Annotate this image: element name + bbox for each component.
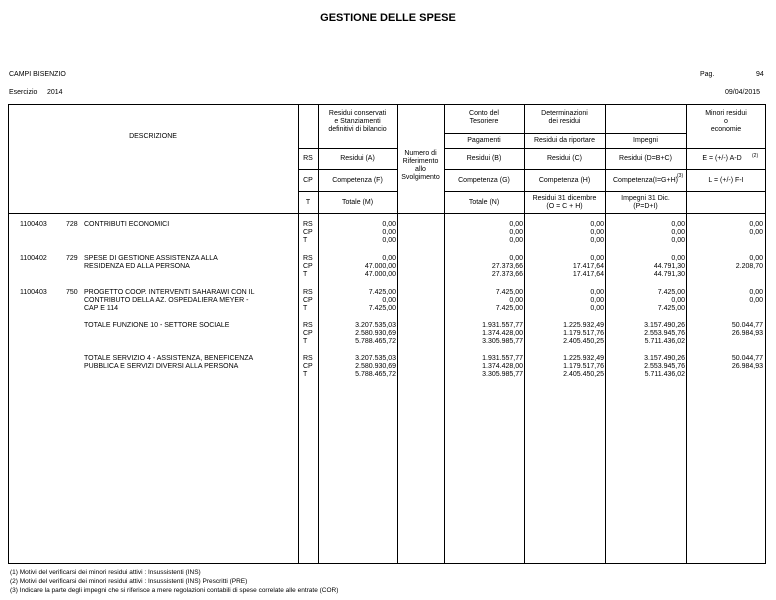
row-divider — [444, 148, 766, 149]
row-values-d: 3.157.490,26 2.553.945,76 5.711.436,02 — [644, 322, 685, 345]
row-code: 1100403 — [20, 221, 47, 228]
row-values-e: 50.044,77 26.984,93 — [731, 355, 763, 370]
row-divider — [298, 191, 398, 192]
report-date: 09/04/2015 — [725, 89, 761, 96]
header-competenza-h: Competenza (H) — [538, 177, 591, 184]
header-minori-residui: Minori residui o economie — [705, 110, 747, 133]
row-description: TOTALE SERVIZIO 4 - ASSISTENZA, BENEFICENZA PUBBLICA E SERVIZI DIVERSI ALLA PERSONA — [84, 355, 254, 370]
header-descrizione: DESCRIZIONE — [129, 133, 177, 140]
entity-name: CAMPI BISENZIO — [9, 71, 66, 78]
row-values-c: 1.225.932,49 1.179.517,76 2.405.450,25 — [563, 355, 604, 378]
row-values-c: 1.225.932,49 1.179.517,76 2.405.450,25 — [563, 322, 604, 345]
footnote-3: (3) Indicare la parte degli impegni che si riferisce a mere regolazioni contabili di spese correlate alle entrate (COR) — [10, 587, 339, 594]
header-rs: RS — [303, 155, 313, 162]
footnote-2: (2) Motivi del verificarsi dei minori residui attivi : Insussistenti (INS) Prescritti (PRE) — [10, 578, 248, 585]
row-number: 728 — [66, 221, 78, 228]
row-values-a: 3.207.535,03 2.580.930,69 5.788.465,72 — [355, 322, 396, 345]
row-description: PROGETTO COOP. INTERVENTI SAHARAWI CON IL CONTRIBUTO DELLA AZ. OSPEDALIERA MEYER - CAP E 114 — [84, 289, 255, 312]
row-values-d: 0,00 44.791,30 44.791,30 — [653, 255, 685, 278]
row-type-labels: RS CP T — [303, 255, 313, 278]
header-conto-tesoriere: Conto del Tesoriere — [469, 110, 499, 125]
row-number: 729 — [66, 255, 78, 262]
row-values-b: 0,00 27.373,66 27.373,66 — [491, 255, 523, 278]
row-values-a: 7.425,00 0,00 7.425,00 — [368, 289, 396, 312]
row-values-b: 1.931.557,77 1.374.428,00 3.305.985,77 — [482, 355, 523, 378]
header-e-note: (2) — [752, 153, 759, 159]
header-t: T — [305, 199, 311, 206]
header-residui-conservati: Residui conservati e Stanziamenti definitivi di bilancio — [328, 110, 387, 133]
year-label: Esercizio — [9, 89, 38, 96]
row-values-d: 3.157.490,26 2.553.945,76 5.711.436,02 — [644, 355, 685, 378]
row-values-e: 0,00 0,00 — [749, 221, 763, 236]
row-values-d: 7.425,00 0,00 7.425,00 — [657, 289, 685, 312]
row-description: TOTALE FUNZIONE 10 - SETTORE SOCIALE — [84, 322, 230, 329]
header-cp: CP — [303, 177, 313, 184]
row-code: 1100402 — [20, 255, 47, 262]
header-residui-dbc: Residui (D=B+C) — [619, 155, 672, 162]
header-l-formula: L = (+/-) F-I — [708, 177, 744, 184]
row-values-b: 1.931.557,77 1.374.428,00 3.305.985,77 — [482, 322, 523, 345]
page-label: Pag. — [700, 71, 715, 78]
header-competenza-g: Competenza (G) — [458, 177, 510, 184]
row-divider — [444, 169, 766, 170]
header-impegni-31: Impegni 31 Dic. (P=D+I) — [621, 195, 670, 210]
header-bottom-line — [8, 213, 766, 214]
row-type-labels: RS CP T — [303, 221, 313, 244]
header-residui-c: Residui (C) — [546, 155, 582, 162]
row-values-a: 0,00 0,00 0,00 — [382, 221, 396, 244]
header-residui-b: Residui (B) — [466, 155, 502, 162]
row-description: CONTRIBUTI ECONOMICI — [84, 221, 170, 228]
header-residui-riportare: Residui da riportare — [533, 137, 596, 144]
row-values-e: 0,00 2.208,70 — [735, 255, 763, 270]
row-code: 1100403 — [20, 289, 47, 296]
row-values-c: 0,00 17.417,64 17.417,64 — [572, 255, 604, 278]
header-competenza-igh: Competenza(I=G+H) — [613, 177, 678, 184]
row-values-e: 0,00 0,00 — [749, 289, 763, 304]
year-value: 2014 — [47, 89, 63, 96]
header-competenza-note: (3) — [677, 173, 684, 179]
row-values-c: 0,00 0,00 0,00 — [590, 289, 604, 312]
header-totale-m: Totale (M) — [341, 199, 374, 206]
row-values-e: 50.044,77 26.984,93 — [731, 322, 763, 337]
row-values-a: 3.207.535,03 2.580.930,69 5.788.465,72 — [355, 355, 396, 378]
row-description: SPESE DI GESTIONE ASSISTENZA ALLA RESIDENZA ED ALLA PERSONA — [84, 255, 218, 270]
header-totale-n: Totale (N) — [468, 199, 500, 206]
header-numero-riferimento: Numero di Riferimento allo Svolgimento — [401, 150, 440, 181]
header-pagamenti: Pagamenti — [467, 137, 501, 144]
footnote-1: (1) Motivi del verificarsi dei minori residui attivi : Insussistenti (INS) — [10, 569, 201, 576]
row-divider — [444, 191, 766, 192]
row-divider — [298, 148, 398, 149]
header-residui-a: Residui (A) — [340, 155, 375, 162]
header-e-formula: E = (+/-) A-D — [702, 155, 742, 162]
header-competenza-f: Competenza (F) — [332, 177, 383, 184]
row-values-b: 7.425,00 0,00 7.425,00 — [495, 289, 523, 312]
header-impegni: Impegni — [633, 137, 658, 144]
col-divider — [298, 104, 299, 564]
row-divider — [444, 133, 686, 134]
row-type-labels: RS CP T — [303, 289, 313, 312]
row-type-labels: RS CP T — [303, 355, 313, 378]
row-values-b: 0,00 0,00 0,00 — [509, 221, 523, 244]
row-values-d: 0,00 0,00 0,00 — [671, 221, 685, 244]
row-values-a: 0,00 47.000,00 47.000,00 — [364, 255, 396, 278]
page-number: 94 — [756, 71, 764, 78]
row-number: 750 — [66, 289, 78, 296]
page-title: GESTIONE DELLE SPESE — [320, 12, 456, 24]
header-determinazioni: Determinazioni dei residui — [541, 110, 588, 125]
row-values-c: 0,00 0,00 0,00 — [590, 221, 604, 244]
row-type-labels: RS CP T — [303, 322, 313, 345]
row-divider — [298, 169, 398, 170]
header-residui-31: Residui 31 dicembre (O = C + H) — [532, 195, 597, 210]
